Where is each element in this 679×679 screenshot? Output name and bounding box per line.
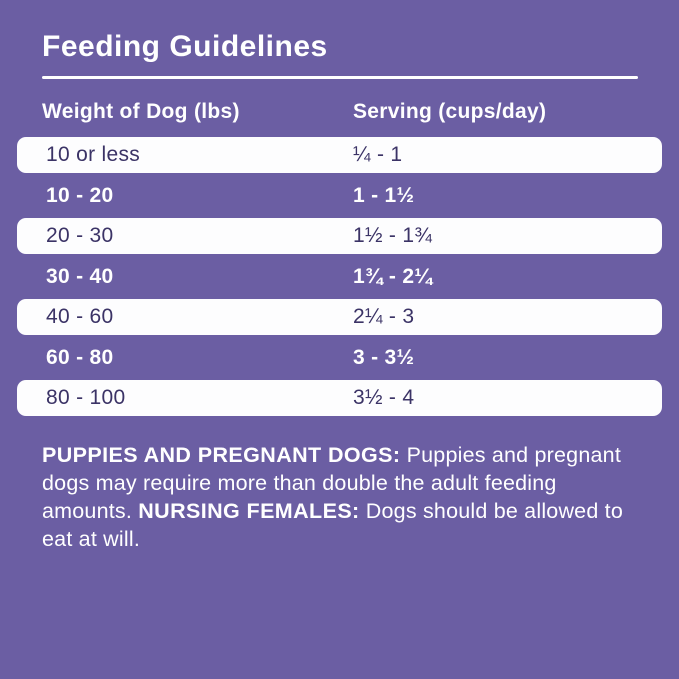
weight-cell: 30 - 40 (46, 264, 114, 288)
column-header-weight: Weight of Dog (lbs) (42, 100, 240, 123)
nursing-text: Dogs should be allowed to eat at will. (42, 499, 623, 551)
table-row (17, 259, 662, 295)
feeding-table (17, 137, 662, 416)
nursing-label: NURSING FEMALES: (138, 499, 360, 523)
puppies-label: PUPPIES AND PREGNANT DOGS: (42, 443, 401, 467)
table-column-headers (42, 100, 638, 124)
page-title: Feeding Guidelines (42, 30, 328, 63)
weight-cell: 10 - 20 (46, 183, 114, 207)
serving-cell: ¼ - 1 (353, 143, 403, 166)
serving-cell: 3 - 3½ (353, 345, 415, 369)
table-row (17, 299, 662, 335)
table-row (17, 340, 662, 376)
table-row (17, 380, 662, 416)
weight-cell: 40 - 60 (46, 305, 114, 328)
weight-cell: 60 - 80 (46, 345, 114, 369)
serving-cell: 1¾ - 2¼ (353, 264, 433, 288)
serving-cell: 2¼ - 3 (353, 305, 415, 328)
table-row (17, 137, 662, 173)
feeding-notes (42, 441, 646, 553)
table-row (17, 178, 662, 214)
weight-cell: 10 or less (46, 143, 141, 166)
puppies-text: Puppies and pregnant dogs may require more than double the adult feeding amounts. (42, 443, 621, 523)
title-underline (42, 76, 638, 79)
weight-cell: 20 - 30 (46, 224, 114, 247)
weight-cell: 80 - 100 (46, 386, 126, 409)
serving-cell: 3½ - 4 (353, 386, 415, 409)
column-header-serving: Serving (cups/day) (353, 100, 547, 123)
serving-cell: 1½ - 1¾ (353, 224, 433, 247)
serving-cell: 1 - 1½ (353, 183, 415, 207)
table-row (17, 218, 662, 254)
